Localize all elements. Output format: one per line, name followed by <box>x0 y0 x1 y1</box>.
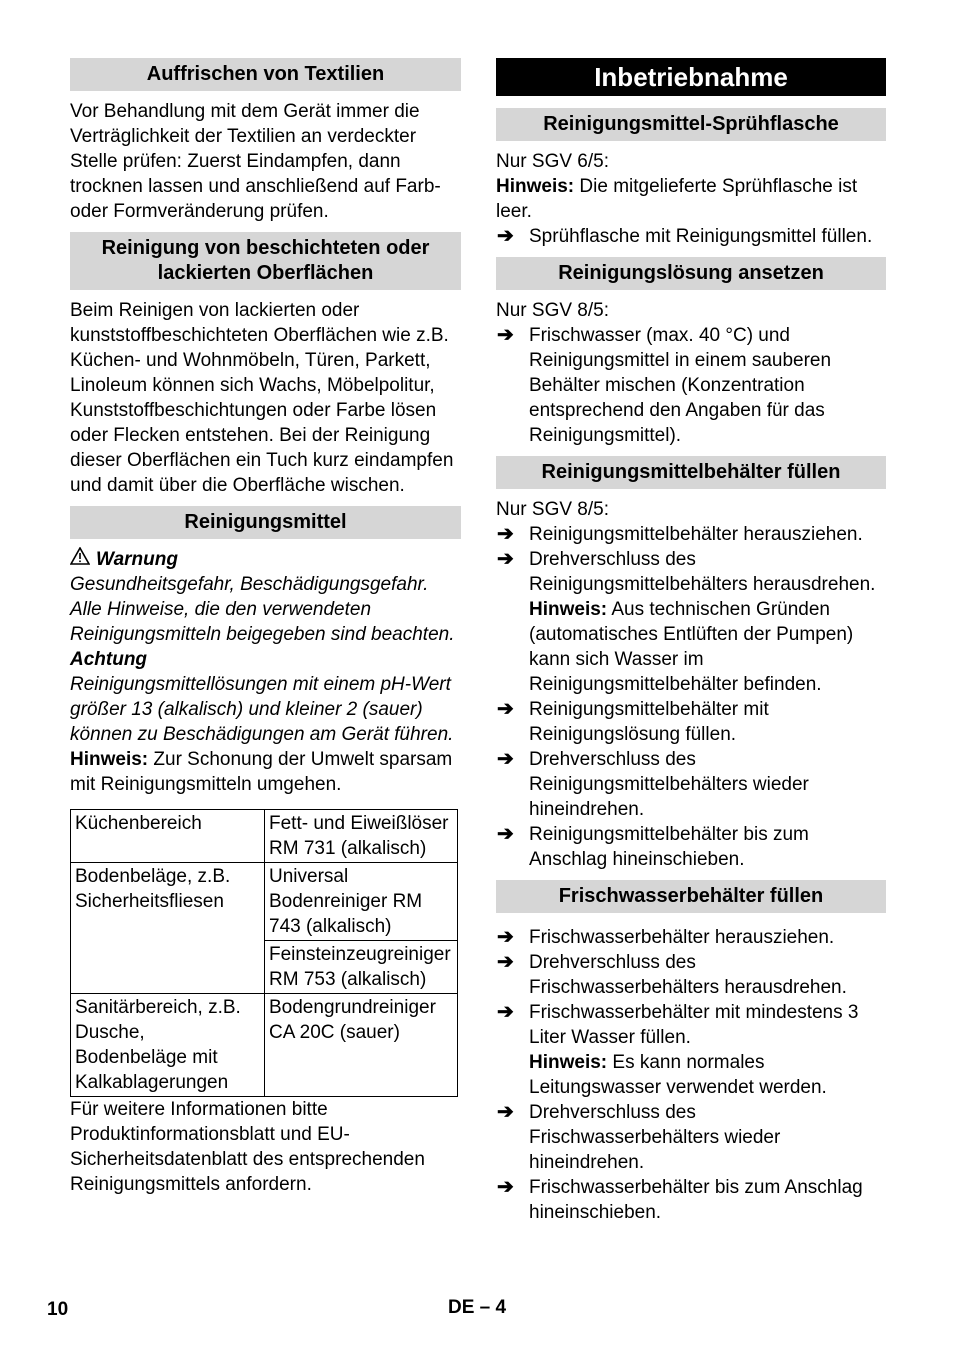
warning-text: Gesundheitsgefahr, Beschädigungsgefahr. Alle Hinweise, die den verwendeten Reinigungsmitteln beigegeben sind beachten. <box>70 574 455 645</box>
model-note: Nur SGV 6/5: <box>496 151 609 172</box>
section-heading-textile-refresh: Auffrischen von Textilien <box>70 58 461 91</box>
list-item <box>496 925 886 950</box>
arrow-right-icon: ➔ <box>497 698 514 720</box>
step-text: Reinigungsmittelbehälter herausziehen. <box>529 524 863 545</box>
list-item <box>496 822 886 872</box>
arrow-right-icon: ➔ <box>497 926 514 948</box>
step-text: Drehverschluss des Frischwasserbehälters herausdrehen. <box>529 952 847 998</box>
arrow-right-icon: ➔ <box>497 823 514 845</box>
step-text: Reinigungsmittelbehälter bis zum Anschlag hineinschieben. <box>529 824 809 870</box>
spray-bottle-note <box>496 174 886 224</box>
section-heading-coated-surfaces: Reinigung von beschichteten oder lackierten Oberflächen <box>70 232 461 290</box>
left-column <box>70 58 461 1197</box>
arrow-right-icon: ➔ <box>497 951 514 973</box>
caution-text: Reinigungsmittellösungen mit einem pH-Wert größer 13 (alkalisch) und kleiner 2 (sauer) können zu Beschädigungen am Gerät führen. <box>70 674 454 745</box>
table-row <box>71 863 458 941</box>
model-note: Nur SGV 8/5: <box>496 499 609 520</box>
table-cell: Feinsteinzeugreiniger RM 753 (alkalisch) <box>265 941 458 994</box>
table-cell: Fett- und Eiweißlöser RM 731 (alkalisch) <box>265 810 458 863</box>
list-item <box>496 1100 886 1175</box>
list-item <box>496 224 886 249</box>
caution-label: Achtung <box>70 649 148 670</box>
arrow-right-icon: ➔ <box>497 225 514 247</box>
arrow-right-icon: ➔ <box>497 324 514 346</box>
step-text: Sprühflasche mit Reinigungsmittel füllen. <box>529 226 873 247</box>
arrow-right-icon: ➔ <box>497 1001 514 1023</box>
note-label: Hinweis: <box>529 1052 608 1073</box>
section-heading-prepare-solution: Reinigungslösung ansetzen <box>496 257 886 290</box>
step-text: Frischwasserbehälter bis zum Anschlag hineinschieben. <box>529 1177 863 1223</box>
table-cell: Küchenbereich <box>71 810 265 863</box>
section-heading-spray-bottle: Reinigungsmittel-Sprühflasche <box>496 108 886 141</box>
table-row <box>71 810 458 863</box>
step-text: Frischwasserbehälter mit mindestens 3 Liter Wasser füllen. <box>529 1002 859 1048</box>
note-text: Aus technischen Gründen (automatisches Entlüften der Pumpen) kann sich Wasser im Reinigungsmittelbehälter befinden. <box>529 599 854 695</box>
table-cell: Sanitärbereich, z.B. Dusche, Bodenbeläge mit Kalkablagerungen <box>71 994 265 1097</box>
step-text: Frischwasserbehälter herausziehen. <box>529 927 835 948</box>
list-item <box>496 522 886 547</box>
chapter-title: Inbetriebnahme <box>496 58 886 96</box>
language-page-label: DE – 4 <box>448 1297 507 1318</box>
list-item <box>496 697 886 747</box>
list-item <box>496 1175 886 1225</box>
list-item <box>496 950 886 1000</box>
list-item <box>496 1000 886 1100</box>
more-info-text: Für weitere Informationen bitte Produktinformationsblatt und EU-Sicherheitsdatenblatt des entsprechenden Reinigungsmittels anfordern. <box>70 1099 425 1195</box>
table-cell: Bodenbeläge, z.B. Sicherheitsfliesen <box>71 863 265 994</box>
note-label: Hinweis: <box>70 749 149 770</box>
arrow-right-icon: ➔ <box>497 1101 514 1123</box>
section-heading-fill-detergent-tank: Reinigungsmittelbehälter füllen <box>496 456 886 489</box>
step-text: Drehverschluss des Reinigungsmittelbehälters wieder hineindrehen. <box>529 749 809 820</box>
step-text: Drehverschluss des Reinigungsmittelbehälters herausdrehen. <box>529 549 876 595</box>
list-item <box>496 747 886 822</box>
section-heading-fill-freshwater-tank: Frischwasserbehälter füllen <box>496 880 886 913</box>
detergent-table <box>70 809 458 1097</box>
warning-label: Warnung <box>96 549 178 570</box>
section-heading-detergents: Reinigungsmittel <box>70 506 461 539</box>
arrow-right-icon: ➔ <box>497 748 514 770</box>
step-text: Frischwasser (max. 40 °C) und Reinigungsmittel in einem sauberen Behälter mischen (Konzentration entsprechend den Angaben für das Reinigungsmittel). <box>529 325 832 446</box>
warning-triangle-icon <box>70 547 96 572</box>
list-item <box>496 547 886 697</box>
note-label: Hinweis: <box>496 176 575 197</box>
arrow-right-icon: ➔ <box>497 548 514 570</box>
table-cell: Bodengrundreiniger CA 20C (sauer) <box>265 994 458 1097</box>
table-row <box>71 994 458 1097</box>
note-label: Hinweis: <box>529 599 608 620</box>
arrow-right-icon: ➔ <box>497 1176 514 1198</box>
model-note: Nur SGV 8/5: <box>496 300 609 321</box>
note-text: Zur Schonung der Umwelt sparsam mit Reinigungsmitteln umgehen. <box>70 749 453 795</box>
arrow-right-icon: ➔ <box>497 523 514 545</box>
note-text: Es kann normales Leitungswasser verwendet werden. <box>529 1052 827 1098</box>
table-cell: Universal Bodenreiniger RM 743 (alkalisch) <box>265 863 458 941</box>
list-item <box>496 323 886 448</box>
coated-surfaces-text: Beim Reinigen von lackierten oder kunststoffbeschichteten Oberflächen wie z.B. Küchen- und Wohnmöbeln, Türen, Parkett, Linoleum können sich Wachs, Möbelpolitur, Kunststoffbeschichtungen oder Farbe lösen oder Flecken entstehen. Bei der Reinigung dieser Oberflächen ein Tuch kurz eindampfen und damit über die Oberfläche wischen. <box>70 300 454 496</box>
step-text: Reinigungsmittelbehälter mit Reinigungslösung füllen. <box>529 699 769 745</box>
warning-heading <box>70 547 461 572</box>
page-number: 10 <box>47 1299 69 1320</box>
note-text: Die mitgelieferte Sprühflasche ist leer. <box>496 176 858 222</box>
environment-note <box>70 747 461 797</box>
textile-refresh-text: Vor Behandlung mit dem Gerät immer die Verträglichkeit der Textilien an verdeckter Stelle prüfen: Zuerst Eindampfen, dann trocknen lassen und anschließend auf Farb- oder Formveränderung prüfen. <box>70 101 441 222</box>
right-column <box>496 58 886 1225</box>
step-text: Drehverschluss des Frischwasserbehälters wieder hineindrehen. <box>529 1102 781 1173</box>
